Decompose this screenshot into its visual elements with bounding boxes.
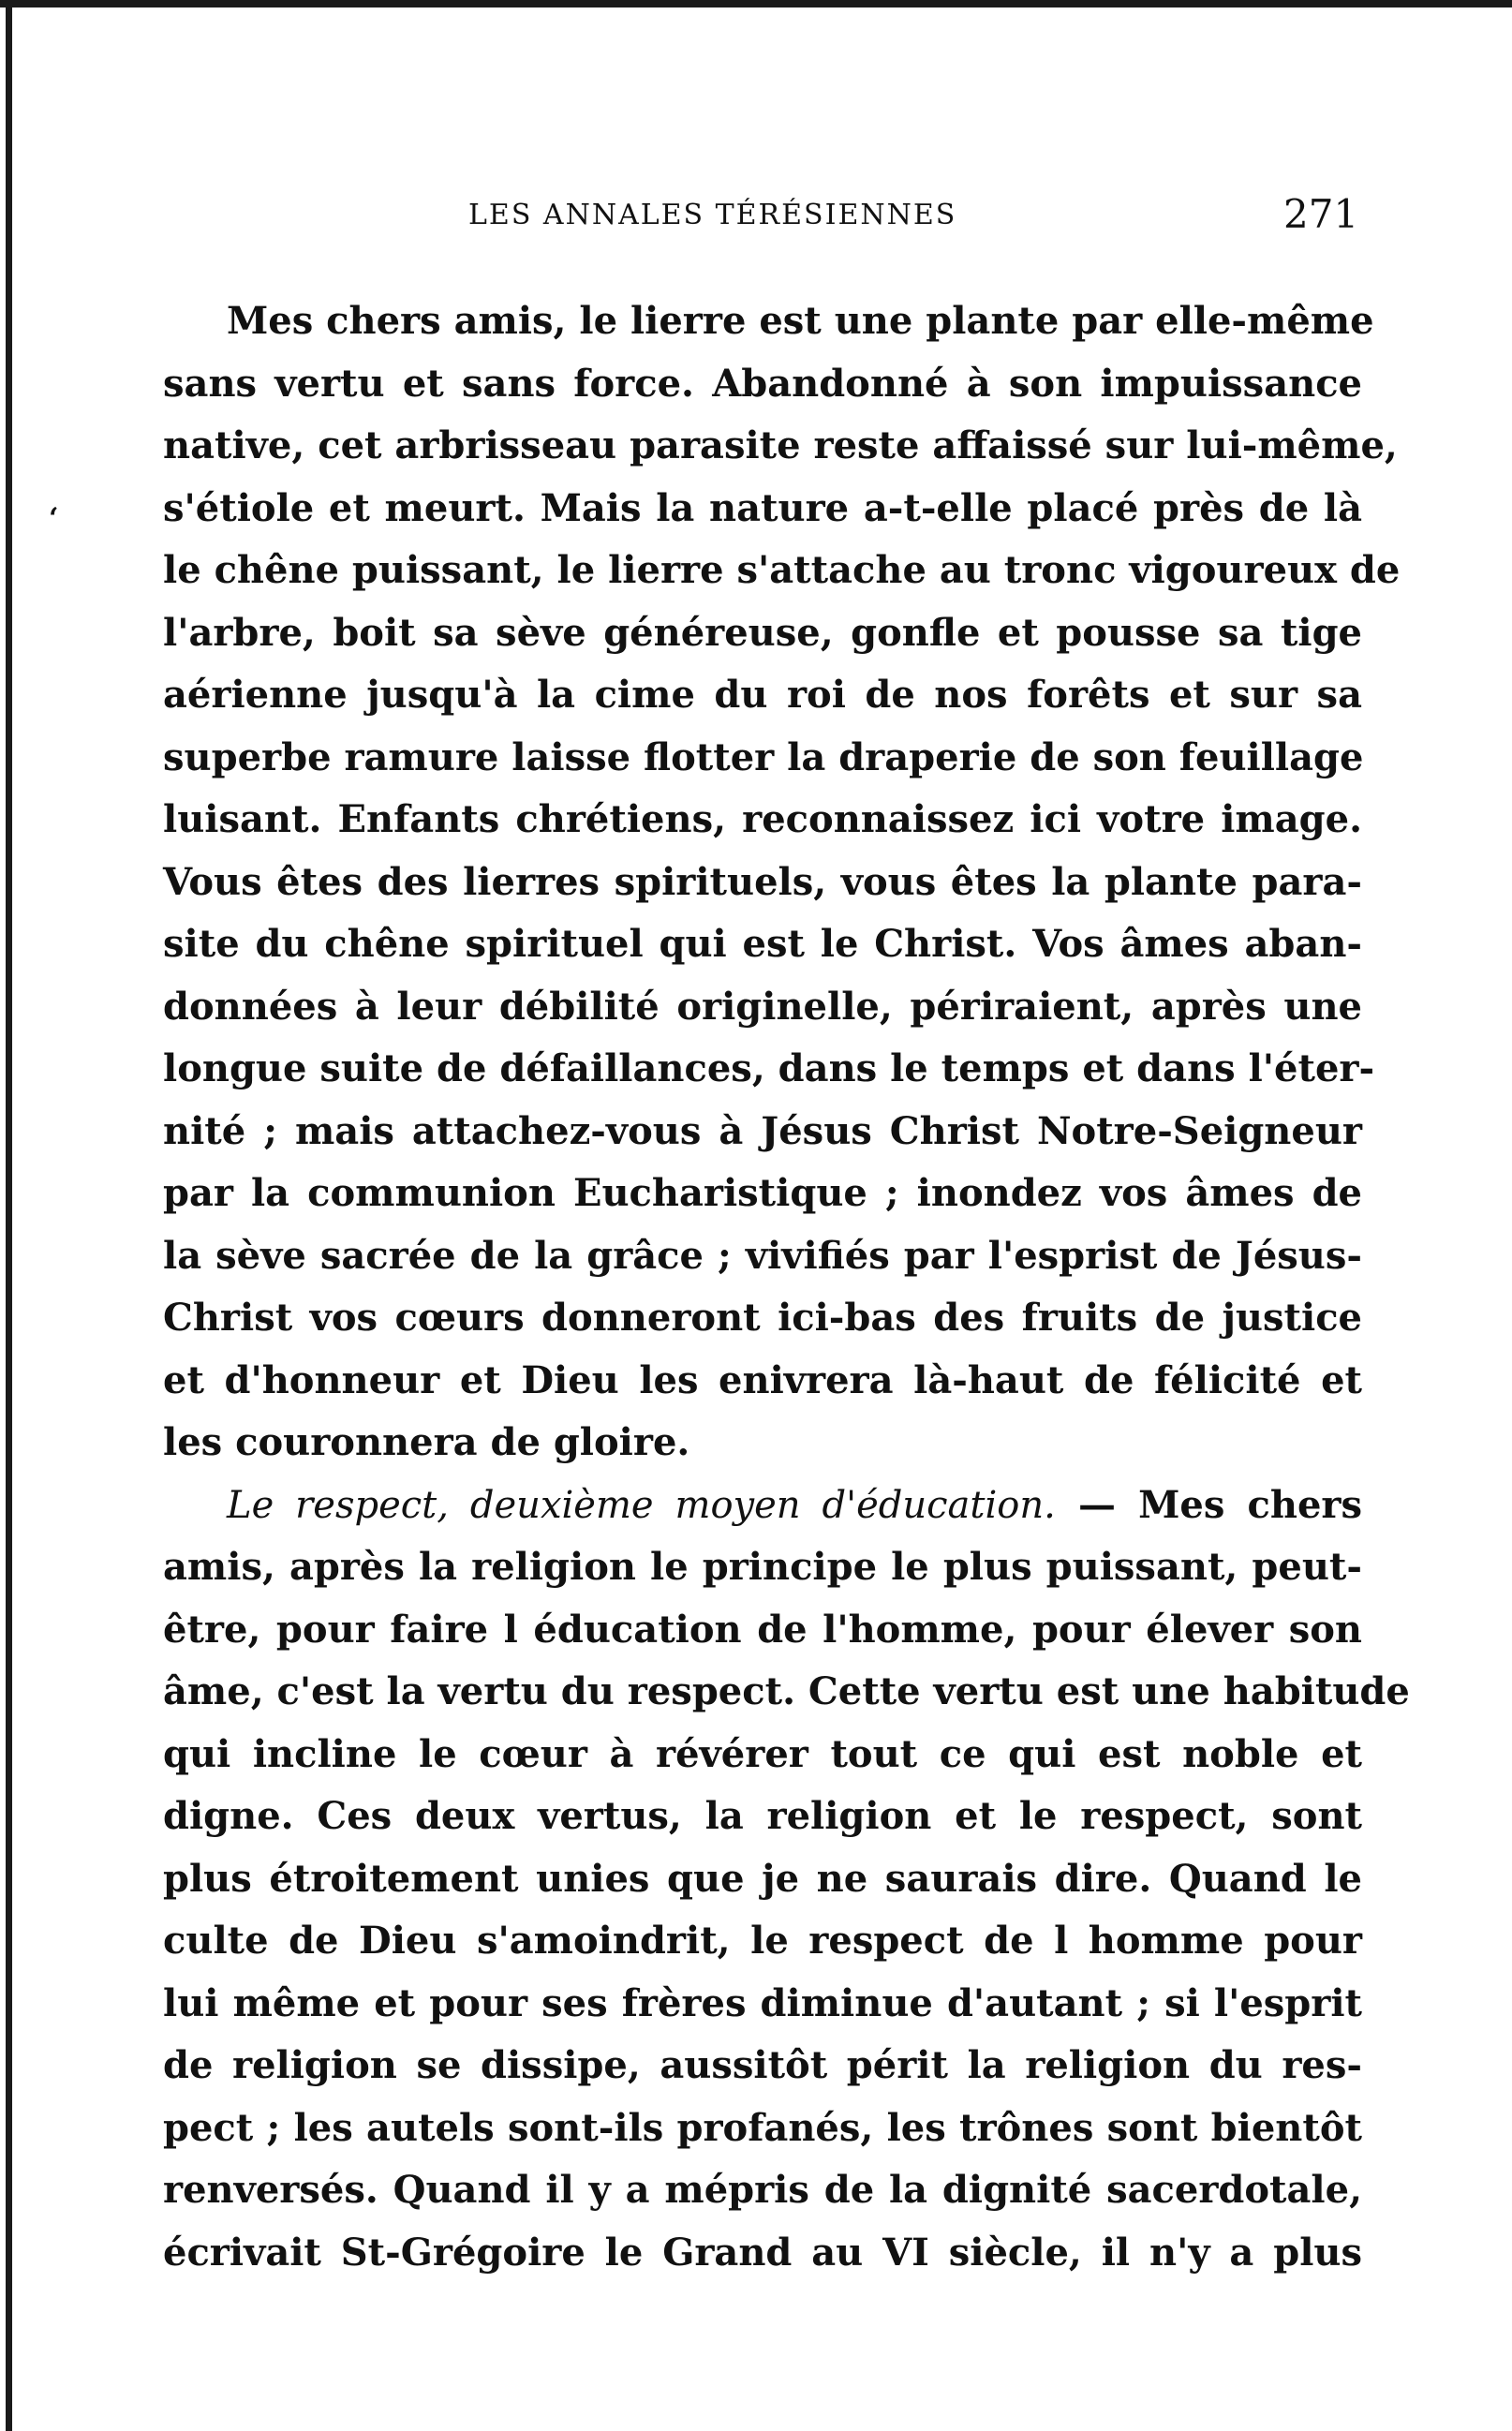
italic-heading: Le respect, deuxième moyen d'éducation. — [227, 1483, 1056, 1527]
text-line: nité ; mais attachez-vous à Jésus Christ Notre-Seigneur — [163, 1108, 1362, 1153]
text-line: plus étroitement unies que je ne saurais dire. Quand le — [163, 1856, 1362, 1901]
text-line: culte de Dieu s'amoindrit, le respect de l homme pour — [163, 1919, 1362, 1963]
text-line: aérienne jusqu'à la cime du roi de nos forêts et sur sa — [163, 673, 1362, 717]
text-line: par la communion Eucharistique ; inondez vos âmes de — [163, 1171, 1362, 1215]
text-line: luisant. Enfants chrétiens, reconnaissez ici votre image. — [163, 797, 1362, 841]
text-line: Mes chers amis, le lierre est une plante par elle-même — [227, 299, 1374, 343]
text-line: Christ vos cœurs donneront ici-bas des fruits de justice — [163, 1296, 1362, 1340]
text-line: être, pour faire l éducation de l'homme, pour élever son — [163, 1607, 1362, 1652]
left-border-rule — [6, 0, 12, 2431]
text-line: de religion se dissipe, aussitôt périt la religion du res- — [163, 2043, 1362, 2087]
text-line: s'étiole et meurt. Mais la nature a-t-elle placé près de là — [163, 485, 1362, 530]
page-header — [0, 191, 1512, 245]
text-line: renversés. Quand il y a mépris de la dignité sacerdotale, — [163, 2168, 1362, 2212]
text-line: native, cet arbrisseau parasite reste affaissé sur lui-même, — [163, 423, 1398, 467]
text-line: superbe ramure laisse flotter la draperie de son feuillage — [163, 734, 1364, 779]
text-line: site du chêne spirituel qui est le Christ. Vos âmes aban- — [163, 922, 1362, 966]
text-line: pect ; les autels sont-ils profanés, les trônes sont bientôt — [163, 2105, 1362, 2150]
text-line: âme, c'est la vertu du respect. Cette vertu est une habitude — [163, 1669, 1410, 1713]
margin-mark: ʻ — [49, 502, 59, 535]
text-line: et d'honneur et Dieu les enivrera là-haut de félicité et — [163, 1357, 1362, 1402]
text-line: données à leur débilité originelle, périraient, après une — [163, 984, 1362, 1029]
heading-line-rest: — Mes chers — [1055, 1482, 1362, 1527]
page-number: 271 — [1283, 191, 1359, 237]
text-line: digne. Ces deux vertus, la religion et le respect, sont — [163, 1794, 1362, 1838]
section-heading-line — [163, 1475, 1362, 1537]
text-line: amis, après la religion le principe le plus puissant, peut- — [163, 1545, 1362, 1589]
text-line: le chêne puissant, le lierre s'attache au tronc vigoureux de — [163, 548, 1401, 592]
text-line: la sève sacrée de la grâce ; vivifiés par l'esprist de Jésus- — [163, 1233, 1362, 1278]
text-line: longue suite de défaillances, dans le temps et dans l'éter- — [163, 1046, 1375, 1090]
text-line: qui incline le cœur à révérer tout ce qui est noble et — [163, 1731, 1362, 1776]
text-line: écrivait St-Grégoire le Grand au VI siècle, il n'y a plus — [163, 2230, 1362, 2275]
text-line: Vous êtes des lierres spirituels, vous êtes la plante para- — [163, 859, 1362, 904]
text-line: les couronnera de gloire. — [163, 1420, 690, 1464]
top-border-rule — [0, 0, 1512, 7]
text-line: lui même et pour ses frères diminue d'autant ; si l'esprit — [163, 1980, 1362, 2025]
running-title: LES ANNALES TÉRÉSIENNES — [468, 199, 957, 231]
text-line: sans vertu et sans force. Abandonné à son impuissance — [163, 361, 1362, 406]
text-line: l'arbre, boit sa sève généreuse, gonfle et pousse sa tige — [163, 610, 1362, 655]
body-text — [163, 290, 1410, 2284]
